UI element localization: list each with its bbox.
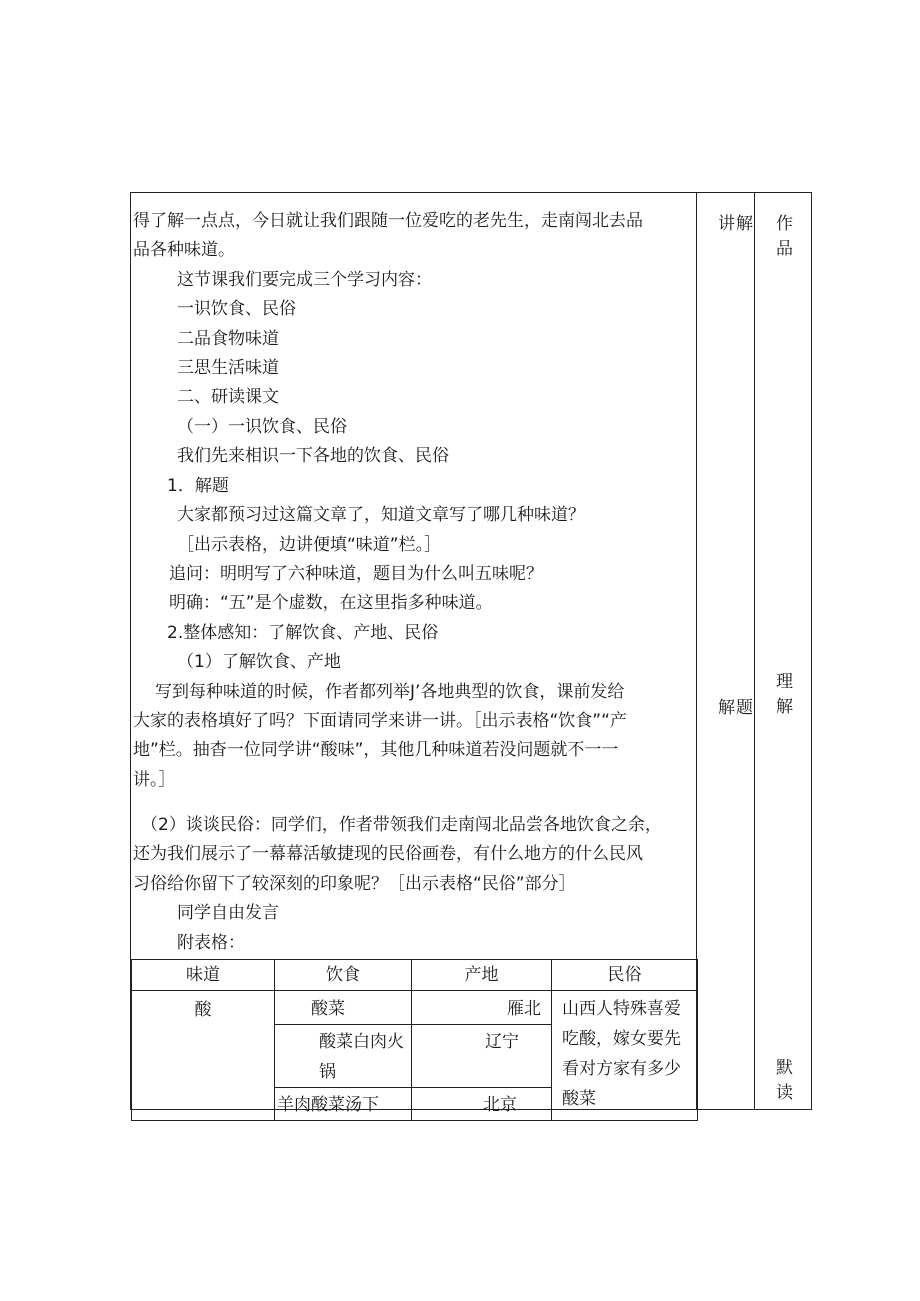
food-cell: 酸菜 — [275, 991, 412, 1025]
section-heading: 二、研读课文 — [177, 387, 279, 407]
text-line: 习俗给你留下了较深刻的印象呢？［出示表格“民俗”部分］ — [133, 874, 576, 894]
place-cell: 辽宁 — [412, 1025, 552, 1088]
text-line: 2.整体感知：了解饮食、产地、民俗 — [167, 623, 439, 643]
text-line: 还为我们展示了一幕幕活敏捷现的民俗画卷，有什么地方的什么民风 — [133, 844, 643, 864]
text-line: 大家的表格填好了吗？下面请同学来讲一讲。［出示表格“饮食”“产 — [133, 711, 627, 731]
header-place: 产地 — [412, 960, 552, 991]
side-label-solve: 解题 — [718, 698, 754, 718]
text-line: 同学自由发言 — [177, 903, 279, 923]
text-line: 得了解一点点，今日就让我们跟随一位爱吃的老先生，走南闯北去品 — [133, 211, 643, 231]
header-food: 饮食 — [275, 960, 412, 991]
place-cell: 北京 — [412, 1088, 552, 1121]
text-line: 一识饮食、民俗 — [177, 299, 296, 319]
text-line: ［出示表格，边讲便填“味道”栏。］ — [177, 535, 442, 555]
table-row — [132, 991, 698, 1025]
place-cell: 雁北 — [412, 991, 552, 1025]
side-label-explain: 讲解 — [718, 214, 754, 234]
header-custom: 民俗 — [552, 960, 698, 991]
side-label-understand: 理解 — [776, 672, 794, 717]
lesson-plan-table — [130, 192, 812, 1115]
text-line: 明确：“五”是个虚数，在这里指多种味道。 — [169, 593, 493, 613]
taste-cell: 酸 — [132, 991, 275, 1121]
table-header-row — [132, 960, 698, 991]
text-line: 讲。］ — [133, 770, 176, 790]
text-line: 我们先来相识一下各地的饮食、民俗 — [177, 446, 449, 466]
flavor-table — [131, 959, 698, 1121]
text-line: 1．解题 — [167, 476, 229, 496]
text-line: 大家都预习过这篇文章了，知道文章写了哪几种味道？ — [177, 505, 585, 525]
text-line: 这节课我们要完成三个学习内容： — [177, 270, 432, 290]
side-label-silent-read: 默读 — [776, 1058, 794, 1103]
text-line: （1）了解饮食、产地 — [177, 652, 341, 672]
text-line: 附表格： — [177, 933, 245, 953]
text-line: 二品食物味道 — [177, 329, 279, 349]
side-label-works: 作品 — [776, 214, 794, 259]
custom-cell: 山西人特殊喜爱吃酸，嫁女要先看对方家有多少酸菜 — [552, 991, 698, 1121]
text-line: （2）谈谈民俗：同学们，作者带领我们走南闯北品尝各地饮食之余， — [141, 815, 662, 835]
subsection-heading: （一）一识饮食、民俗 — [177, 417, 347, 437]
header-taste: 味道 — [132, 960, 275, 991]
text-line: 三思生活味道 — [177, 358, 279, 378]
food-cell: 酸菜白肉火锅 — [275, 1025, 412, 1088]
food-cell: 羊肉酸菜汤下 — [275, 1088, 412, 1121]
text-line: 追问：明明写了六种味道，题目为什么叫五味呢？ — [169, 564, 543, 584]
text-line: 品各种味道。 — [133, 240, 235, 260]
text-line: 地”栏。抽杳一位同学讲“酸味”，其他几种味道若没问题就不一一 — [133, 740, 619, 760]
column-divider — [754, 193, 755, 1109]
text-line: 写到每种味道的时候，作者都列举J’各地典型的饮食，课前发给 — [155, 682, 625, 702]
